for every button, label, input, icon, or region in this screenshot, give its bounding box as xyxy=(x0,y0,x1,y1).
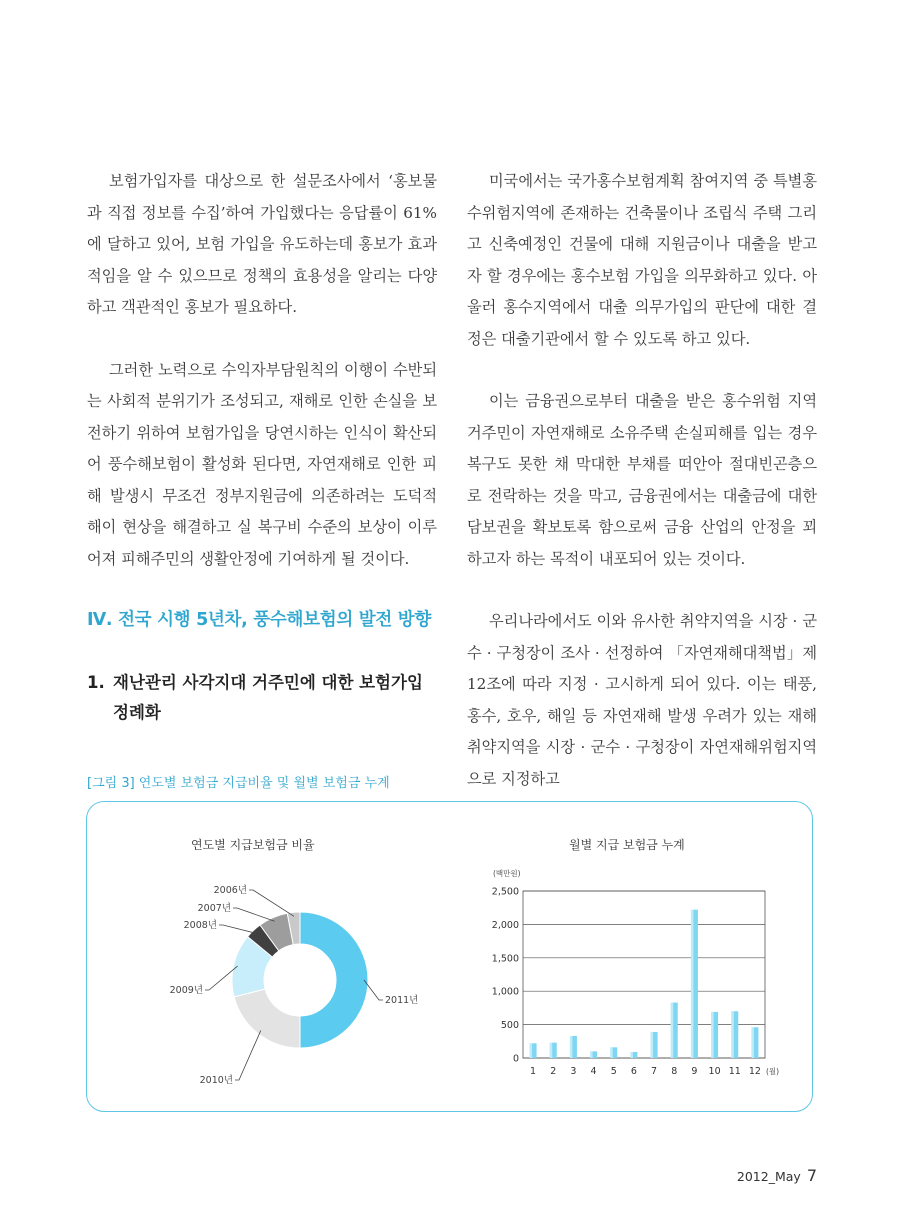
x-tick-label: 1 xyxy=(530,1066,537,1077)
pie-slice xyxy=(300,912,368,1048)
subsection-title xyxy=(87,668,437,728)
subsection-line-2: 정례화 xyxy=(113,703,161,722)
right-column xyxy=(467,166,817,795)
paragraph: 보험가입자를 대상으로 한 설문조사에서 ‘홍보물과 직접 정보를 수집’하여 가입했다는 응답률이 61%에 달하고 있어, 보험 가입을 유도하는데 홍보가 효과적임을 알 수 있으므로 정책의 효용성을 알리는 다양하고 객관적인 홍보가 필요하다. xyxy=(87,172,437,316)
y-tick-label: 2,000 xyxy=(491,919,519,931)
x-tick-label: 3 xyxy=(570,1066,577,1077)
y-tick-label: 2,500 xyxy=(491,886,519,898)
donut-chart xyxy=(147,852,477,1112)
bar-highlight xyxy=(651,1032,654,1058)
x-tick-label: 11 xyxy=(728,1066,741,1077)
figure-caption: [그림 3] 연도별 보험금 지급비율 및 월별 보험금 누계 xyxy=(87,776,390,791)
pie-label: 2010년 xyxy=(199,1075,233,1086)
x-tick-label: 8 xyxy=(671,1066,678,1077)
bar-highlight xyxy=(590,1051,593,1058)
page-number: 7 xyxy=(806,1166,817,1185)
paragraph: 그러한 노력으로 수익자부담원칙의 이행이 수반되는 사회적 분위기가 조성되고, 재해로 인한 손실을 보전하기 위하여 보험가입을 당연시하는 인식이 확산되어 풍수해보험이 활성화 된다면, 자연재해로 인한 피해 발생시 무조건 정부지원금에 의존하려는 도덕적 해이 현상을 해결하고 실 복구비 수준의 보상이 이루어져 피해주민의 생활안정에 기여하게 될 것이다. xyxy=(87,360,437,568)
section-title: Ⅳ. 전국 시행 5년차, 풍수해보험의 발전 방향 xyxy=(87,610,431,630)
x-tick-label: 5 xyxy=(610,1066,617,1077)
paragraph: 이는 금융권으로부터 대출을 받은 홍수위험 지역 거주민이 자연재해로 소유주택 손실피해를 입는 경우 복구도 못한 채 막대한 부채를 떠안아 절대빈곤층으로 전락하는 것을 막고, 금융권에서는 대출금에 대한 담보권을 확보토록 함으로써 금융 산업의 안정을 꾀하고자 하는 목적이 내포되어 있는 것이다. xyxy=(467,392,817,568)
bar-highlight xyxy=(711,1012,714,1058)
page-footer xyxy=(737,1166,817,1185)
subsection-line-1: 재난관리 사각지대 거주민에 대한 보험가입 xyxy=(113,673,423,692)
pie-leader-line xyxy=(233,908,275,921)
pie-label: 2008년 xyxy=(183,920,217,931)
y-tick-label: 500 xyxy=(500,1020,519,1032)
left-column xyxy=(87,166,437,575)
bar-highlight xyxy=(550,1043,553,1058)
x-tick-label: 2 xyxy=(550,1066,557,1077)
bar-highlight xyxy=(671,1003,674,1058)
pie-slice xyxy=(234,989,300,1048)
paragraph: 미국에서는 국가홍수보험계획 참여지역 중 특별홍수위험지역에 존재하는 건축물이나 조립식 주택 그리고 신축예정인 건물에 대해 지원금이나 대출을 받고자 할 경우에는 홍수보험 가입을 의무화하고 있다. 아울러 홍수지역에서 대출 의무가입의 판단에 대한 결정은 대출기관에서 할 수 있도록 하고 있다. xyxy=(467,172,817,348)
bar-highlight xyxy=(570,1036,573,1058)
bar-highlight xyxy=(530,1043,533,1058)
bar-chart-title: 월별 지급 보험금 누계 xyxy=(569,838,685,852)
bar-highlight xyxy=(731,1011,734,1058)
pie-leader-line xyxy=(219,925,256,933)
pie-leader-line xyxy=(235,1031,261,1080)
paragraph: 우리나라에서도 이와 유사한 취약지역을 시장 · 군수 · 구청장이 조사 · 선정하여 「자연재해대책법」제12조에 따라 지정 · 고시하게 되어 있다. 이는 태풍, 홍수, 호우, 해일 등 자연재해 발생 우려가 있는 재해취약지역을 시장 · 군수 · 구청장이 자연재해위험지역으로 지정하고 xyxy=(467,612,817,788)
issue-label: 2012_May xyxy=(736,1169,801,1184)
x-tick-label: 6 xyxy=(630,1066,637,1077)
bar-highlight xyxy=(610,1047,613,1058)
y-tick-label: 1,500 xyxy=(491,953,519,965)
figure-box xyxy=(86,801,813,1112)
pie-label: 2006년 xyxy=(213,885,247,896)
plot-frame xyxy=(523,891,765,1058)
x-tick-label: 4 xyxy=(590,1066,597,1077)
pie-label: 2009년 xyxy=(169,985,203,996)
y-tick-label: 0 xyxy=(512,1053,519,1065)
bar-highlight xyxy=(751,1027,754,1058)
bar-chart xyxy=(465,860,825,1100)
x-tick-label: 9 xyxy=(691,1066,698,1077)
subsection-number: 1. xyxy=(87,673,105,692)
pie-leader-line xyxy=(249,890,294,916)
pie-label: 2011년 xyxy=(385,995,419,1006)
pie-label: 2007년 xyxy=(197,903,231,914)
x-unit-label: (월) xyxy=(766,1067,780,1076)
x-tick-label: 12 xyxy=(748,1066,761,1077)
bar-highlight xyxy=(630,1052,633,1058)
x-tick-label: 7 xyxy=(651,1066,658,1077)
x-tick-label: 10 xyxy=(708,1066,721,1077)
y-unit-label: (백만원) xyxy=(493,869,521,878)
bar-highlight xyxy=(691,910,694,1058)
y-tick-label: 1,000 xyxy=(491,986,519,998)
pie-chart-title: 연도별 지급보험금 비율 xyxy=(191,838,315,852)
